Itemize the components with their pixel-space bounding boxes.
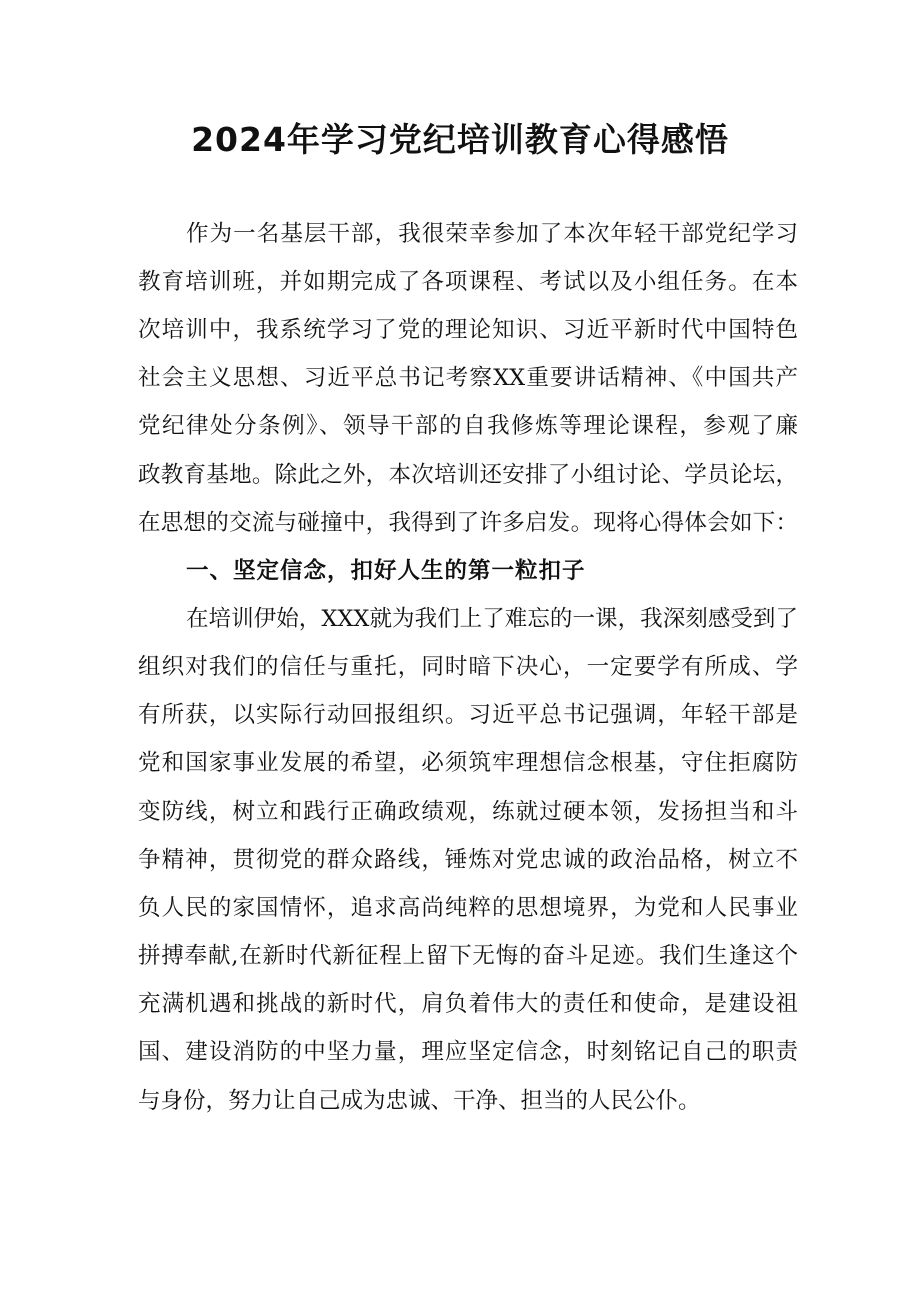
paragraph-line: 教育培训班，并如期完成了各项课程、考试以及小组任务。在本 bbox=[138, 269, 798, 295]
paragraph-line: 组织对我们的信任与重托，同时暗下决心，一定要学有所成、学 bbox=[138, 654, 798, 680]
paragraph-line: 次培训中，我系统学习了党的理论知识、习近平新时代中国特色 bbox=[138, 317, 798, 343]
paragraph-line: 国、建设消防的中坚力量，理应坚定信念，时刻铭记自己的职责 bbox=[138, 1039, 798, 1065]
paragraph-line: 与身份，努力让自己成为忠诚、干净、担当的人民公仆。 bbox=[138, 1088, 701, 1114]
paragraph-line: 拼搏奉献,在新时代新征程上留下无悔的奋斗足迹。我们生逢这个 bbox=[138, 943, 798, 969]
paragraph-line: 变防线，树立和践行正确政绩观，练就过硬本领，发扬担当和斗 bbox=[138, 799, 798, 825]
paragraph-line: 党和国家事业发展的希望，必须筑牢理想信念根基，守住拒腐防 bbox=[138, 750, 798, 776]
section-heading: 一、坚定信念，扣好人生的第一粒扣子 bbox=[186, 558, 586, 584]
paragraph-line: 社会主义思想、习近平总书记考察XX重要讲话精神、《中国共产 bbox=[138, 365, 798, 391]
paragraph-line: 作为一名基层干部，我很荣幸参加了本次年轻干部党纪学习 bbox=[186, 221, 798, 247]
paragraph-line: 政教育基地。除此之外，本次培训还安排了小组讨论、学员论坛， bbox=[138, 462, 798, 488]
paragraph-line: 在培训伊始，XXX就为我们上了难忘的一课，我深刻感受到了 bbox=[186, 606, 798, 632]
document-title: 2024年学习党纪培训教育心得感悟 bbox=[191, 120, 729, 159]
paragraph-line: 争精神，贯彻党的群众路线，锤炼对党忠诚的政治品格，树立不 bbox=[138, 847, 798, 873]
paragraph-line: 在思想的交流与碰撞中，我得到了许多启发。现将心得体会如下： bbox=[138, 510, 798, 536]
paragraph-line: 党纪律处分条例》、领导干部的自我修炼等理论课程，参观了廉 bbox=[138, 413, 798, 439]
paragraph-line: 有所获，以实际行动回报组织。习近平总书记强调，年轻干部是 bbox=[138, 702, 798, 728]
paragraph-line: 充满机遇和挑战的新时代，肩负着伟大的责任和使命，是建设祖 bbox=[138, 991, 798, 1017]
paragraph-line: 负人民的家国情怀，追求高尚纯粹的思想境界，为党和人民事业 bbox=[138, 895, 798, 921]
